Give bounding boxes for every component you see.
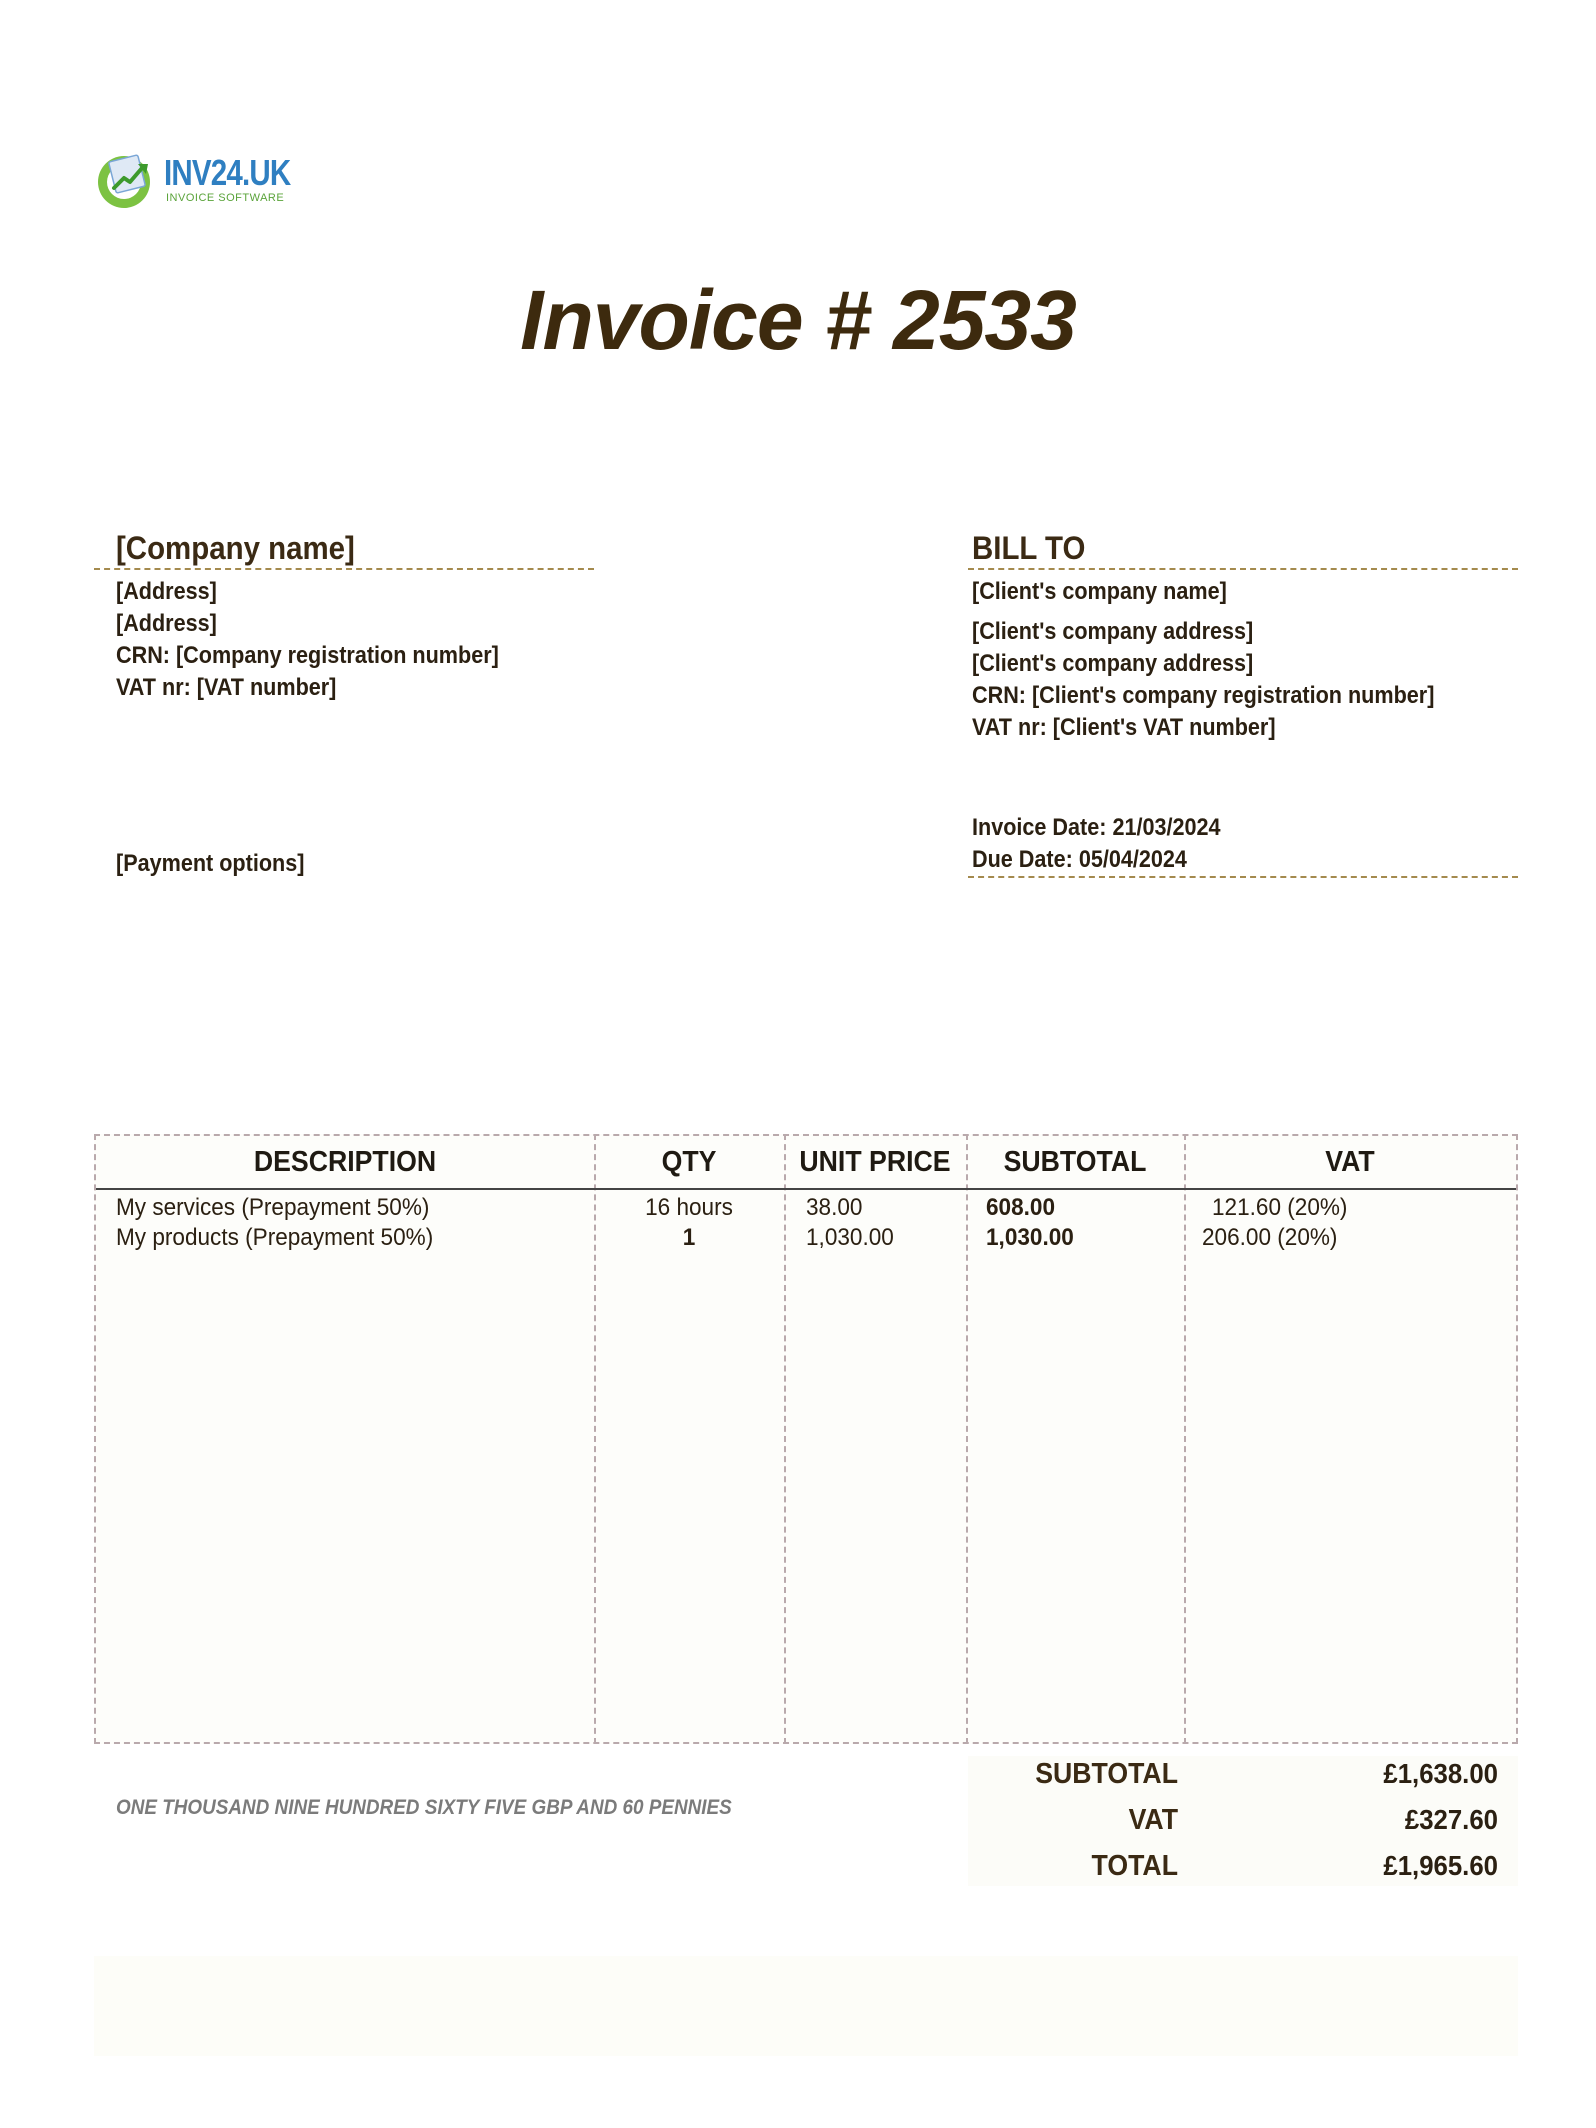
row-2-qty: 1 — [682, 1224, 696, 1251]
dates-divider — [968, 876, 1518, 878]
column-header-vat: VAT — [1325, 1146, 1375, 1178]
seller-company-name: [Company name] — [116, 530, 355, 566]
client-address-line-1: [Client's company address] — [972, 618, 1254, 645]
column-divider — [1184, 1134, 1186, 1744]
client-company-name: [Client's company name] — [972, 578, 1227, 605]
row-1-unit-price: 38.00 — [806, 1194, 863, 1221]
payment-options: [Payment options] — [116, 850, 305, 877]
amount-in-words: ONE THOUSAND NINE HUNDRED SIXTY FIVE GBP AND 60 PENNIES — [116, 1796, 732, 1819]
seller-address-line-2: [Address] — [116, 610, 217, 637]
row-1-qty: 16 hours — [645, 1194, 733, 1221]
footer-area — [94, 1956, 1518, 2056]
column-divider — [594, 1134, 596, 1744]
invoice-title: Invoice # 2533 — [520, 273, 1076, 367]
column-header-subtotal: SUBTOTAL — [1003, 1146, 1147, 1178]
due-date: Due Date: 05/04/2024 — [972, 846, 1187, 873]
invoice-logo-icon — [94, 148, 158, 212]
row-1-vat: 121.60 (20%) — [1212, 1194, 1348, 1221]
row-2-vat: 206.00 (20%) — [1202, 1224, 1338, 1251]
bill-to-divider — [968, 568, 1518, 570]
vat-total-label: VAT — [1128, 1804, 1178, 1836]
seller-divider — [94, 568, 594, 570]
client-crn: CRN: [Client's company registration number] — [972, 682, 1435, 709]
column-divider — [784, 1134, 786, 1744]
logo-tagline: INVOICE SOFTWARE — [166, 192, 285, 204]
column-header-qty: QTY — [661, 1146, 717, 1178]
seller-vat-number: VAT nr: [VAT number] — [116, 674, 337, 701]
row-1-description: My services (Prepayment 50%) — [116, 1194, 430, 1221]
row-2-unit-price: 1,030.00 — [806, 1224, 894, 1251]
client-address-line-2: [Client's company address] — [972, 650, 1254, 677]
invoice-date: Invoice Date: 21/03/2024 — [972, 814, 1221, 841]
subtotal-label: SUBTOTAL — [1035, 1758, 1178, 1790]
column-header-description: DESCRIPTION — [253, 1146, 437, 1178]
logo-brand-text: INV24.UK — [164, 152, 291, 193]
seller-crn: CRN: [Company registration number] — [116, 642, 499, 669]
row-2-description: My products (Prepayment 50%) — [116, 1224, 434, 1251]
bill-to-heading: BILL TO — [972, 530, 1086, 566]
row-1-subtotal: 608.00 — [986, 1194, 1056, 1221]
seller-address-line-1: [Address] — [116, 578, 217, 605]
client-vat-number: VAT nr: [Client's VAT number] — [972, 714, 1276, 741]
company-logo — [94, 146, 314, 216]
subtotal-value: £1,638.00 — [1383, 1758, 1498, 1789]
vat-total-value: £327.60 — [1404, 1804, 1498, 1835]
grand-total-label: TOTAL — [1091, 1850, 1178, 1882]
row-2-subtotal: 1,030.00 — [986, 1224, 1074, 1251]
column-header-unit-price: UNIT PRICE — [799, 1146, 951, 1178]
grand-total-value: £1,965.60 — [1383, 1850, 1498, 1881]
table-header-rule — [96, 1188, 1516, 1190]
column-divider — [966, 1134, 968, 1744]
